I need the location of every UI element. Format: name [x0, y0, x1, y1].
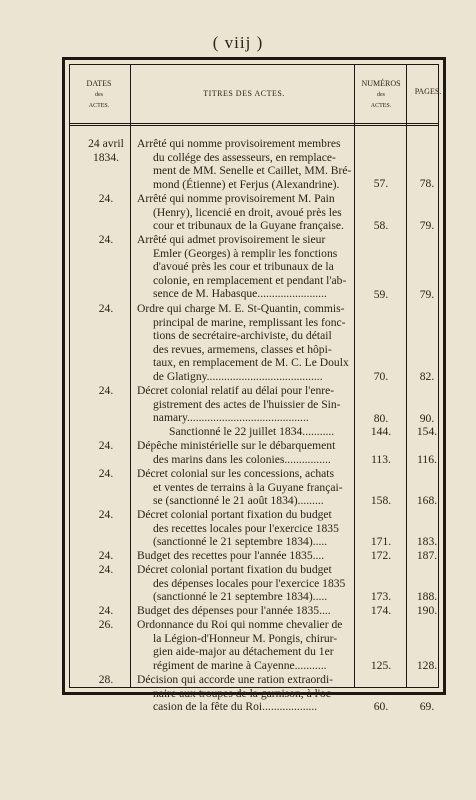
entry-page: 116. [417, 453, 437, 466]
title-line: Décision qui accorde une ration extraordi- [137, 673, 334, 686]
title-line: Emler (Georges) à remplir les fonctions [153, 246, 338, 260]
entry-page: 90. [419, 412, 435, 425]
title-line: Dépêche ministérielle sur le débarquement [137, 439, 336, 452]
page-number: ( viij ) [212, 33, 264, 52]
header-dates-label: DATES [86, 79, 112, 88]
entry-date: 26. [98, 618, 114, 631]
title-line: Décret colonial relatif au délai pour l'enre- [137, 384, 335, 397]
header-dates-sub1: des [95, 92, 103, 98]
entry-number: 59. [373, 288, 389, 301]
entry-number: 60. [373, 700, 389, 713]
title-line: des dépenses locales pour l'exercice 1835 [153, 576, 346, 590]
entry-title [137, 467, 352, 508]
title-line: Décret colonial portant fixation du budget [137, 563, 332, 576]
entry-number: 158. [370, 494, 392, 507]
title-line: se (sanctionné le 21 août 1834)......... [153, 494, 324, 508]
title-line: casion de la fête du Roi................... [153, 700, 318, 714]
table-header [70, 65, 442, 126]
title-line: régiment de marine à Cayenne........... [153, 658, 327, 672]
title-line: Décret colonial sur les concessions, achats [137, 467, 335, 480]
entry-number: 113. [371, 453, 391, 466]
table-frame [62, 57, 446, 714]
header-pages: PAGES. [414, 87, 442, 96]
entry-date: 24. [98, 384, 114, 397]
entry-date: 24. [98, 549, 114, 562]
title-line: gien aide-major au détachement du 1er [153, 645, 334, 659]
entry-number: 57. [373, 177, 389, 190]
title-line: cour et tribunaux de la Guyane française. [153, 219, 344, 233]
entry-title [137, 618, 352, 672]
title-line: (sanctionné le 21 septembre 1834)..... [153, 535, 328, 549]
entry-page: 188. [416, 590, 438, 603]
title-line: la Légion-d'Honneur M. Pongis, chirur- [153, 631, 338, 645]
entry-title [137, 563, 352, 604]
entry-page: 183. [416, 535, 438, 548]
entry-number: 58. [373, 219, 389, 232]
title-line: sence de M. Habasque........................ [153, 287, 327, 301]
entry-title [137, 508, 352, 549]
title-line: d'avoué près les cour et tribunaux de la [153, 260, 334, 274]
column-divider [354, 65, 355, 687]
title-line: colonie, en remplacement et pendant l'ab- [153, 273, 347, 287]
entry-date: 24. [98, 233, 114, 246]
entry-number: 80. [373, 412, 389, 425]
title-line: Budget des dépenses pour l'année 1835.... [137, 604, 331, 617]
entry-date: 28. [98, 673, 114, 686]
entry-number: 171. [370, 535, 392, 548]
header-numeros-sub1: des [377, 92, 385, 98]
entry-number: 174. [370, 604, 392, 617]
entry-date: 24. [98, 439, 114, 452]
title-line: des recettes locales pour l'exercice 1835 [153, 521, 339, 535]
entry-page: 187. [416, 549, 438, 562]
title-line: taux, en remplacement de M. C. Le Doulx [153, 356, 349, 370]
title-line: du collége des assesseurs, en remplace- [153, 150, 336, 164]
entry-page-sanction: 154. [416, 425, 438, 438]
entry-page: 82. [419, 370, 435, 383]
entry-number: 70. [373, 370, 389, 383]
entry-date: 24. [98, 467, 114, 480]
entry-page: 128. [416, 659, 438, 672]
entry-page: 78. [419, 177, 435, 190]
entry-title [137, 549, 352, 563]
header-dates-sub2: ACTES. [88, 103, 110, 109]
entry-page: 79. [419, 219, 435, 232]
entry-title [137, 604, 352, 618]
entry-page: 79. [419, 288, 435, 301]
entry-number: 173. [370, 590, 392, 603]
entry-page: 168. [416, 494, 438, 507]
entry-title [137, 192, 352, 233]
title-line: principal de marine, remplissant les fonc- [153, 315, 346, 329]
title-line: namary.......................................... [153, 411, 309, 425]
title-line: des revues, armemens, classes et hôpi- [153, 342, 332, 356]
title-line: mond (Étienne) et Ferjus (Alexandrine). [153, 177, 340, 191]
entry-title [137, 384, 352, 438]
title-line: Budget des recettes pour l'année 1835.... [137, 549, 325, 562]
title-line: naire aux troupes de la garnison, à l'oc- [153, 686, 335, 700]
entry-date: 24. [98, 508, 114, 521]
header-numeros [357, 79, 405, 111]
title-line: tions de secrétaire-archiviste, du détail [153, 329, 332, 343]
entry-date: 24. [98, 192, 114, 205]
entry-page: 69. [419, 700, 435, 713]
entry-date: 24. [98, 604, 114, 617]
entry-title [137, 673, 352, 714]
title-line: Arrêté qui admet provisoirement le sieur [137, 233, 326, 246]
entry-number: 125. [370, 659, 392, 672]
entry-title [137, 233, 352, 301]
title-line: des marins dans les colonies................ [153, 452, 331, 466]
entry-number-sanction: 144. [370, 425, 392, 438]
entry-date: 24. [98, 302, 114, 315]
entry-date: 24. [98, 563, 114, 576]
header-numeros-label: NUMÉROS [361, 79, 401, 88]
title-line: Ordre qui charge M. E. St-Quantin, commis- [137, 302, 345, 315]
header-numeros-sub2: ACTES. [370, 103, 392, 109]
title-line: et ventes de terrains à la Guyane françai- [153, 480, 343, 494]
title-line: de Glatigny........................................ [153, 369, 323, 383]
title-line: Arrêté qui nomme provisoirement M. Pain [137, 192, 335, 205]
title-line: (Henry), licencié en droit, avoué près les [153, 205, 342, 219]
entry-title [137, 302, 352, 384]
header-titres: TITRES DES ACTES. [203, 89, 285, 98]
header-dates [72, 79, 126, 111]
entry-title [137, 439, 352, 466]
title-line: Ordonnance du Roi qui nomme chevalier de [137, 618, 343, 631]
entry-number: 172. [370, 549, 392, 562]
title-line: Sanctionné le 22 juillet 1834........... [169, 424, 335, 438]
title-line: Arrêté qui nomme provisoirement membres [137, 137, 341, 150]
title-line: ment de MM. Senelle et Caillet, MM. Bré- [153, 164, 352, 178]
table-inner [69, 64, 442, 714]
entry-title [137, 137, 352, 191]
title-line: (sanctionné le 21 septembre 1834)..... [153, 590, 328, 604]
title-line: Décret colonial portant fixation du budget [137, 508, 332, 521]
title-line: gistrement des actes de l'huissier de Sin- [153, 397, 341, 411]
entry-page: 190. [416, 604, 438, 617]
entry-date: 24 avril 1834. [88, 137, 124, 164]
